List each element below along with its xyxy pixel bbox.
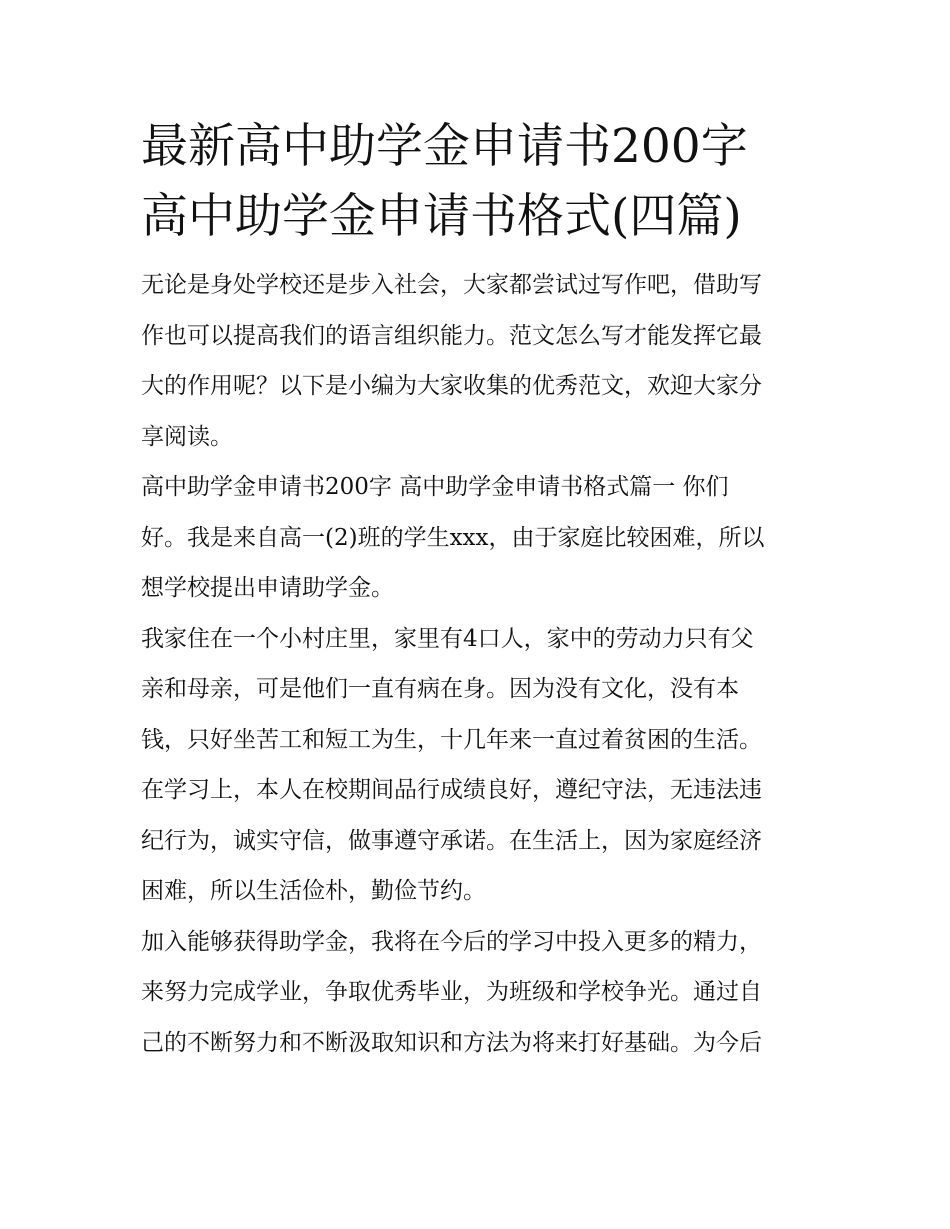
paragraph-line: 无论是身处学校还是步入社会，大家都尝试过写作吧，借助写 [141, 272, 762, 298]
paragraph-line: 高中助学金申请书200字 高中助学金申请书格式篇一 你们 [141, 474, 729, 500]
paragraph-line: 加入能够获得助学金，我将在今后的学习中投入更多的精力， [141, 928, 762, 955]
paragraph-line: 钱，只好坐苦工和短工为生，十几年来一直过着贫困的生活。 [141, 726, 762, 753]
paragraph-line: 纪行为，诚实守信，做事遵守承诺。在生活上，因为家庭经济 [141, 827, 762, 854]
intro-paragraph [141, 260, 813, 462]
title-line: 高中助学金申请书格式(四篇) [141, 189, 742, 244]
paragraph-line: 作也可以提高我们的语言组织能力。范文怎么写才能发挥它最 [141, 322, 762, 349]
paragraph-line: 困难，所以生活俭朴，勤俭节约。 [141, 878, 486, 904]
paragraph-line: 在学习上，本人在校期间品行成绩良好，遵纪守法，无违法违 [141, 777, 762, 803]
paragraph-line: 享阅读。 [141, 423, 233, 450]
document-title [141, 112, 813, 252]
body-paragraph [141, 462, 813, 614]
body-paragraph [141, 614, 813, 917]
title-line: 最新高中助学金申请书200字 [141, 119, 748, 174]
paragraph-line: 想学校提出申请助学金。 [141, 575, 394, 601]
paragraph-line: 大的作用呢？以下是小编为大家收集的优秀范文，欢迎大家分 [141, 373, 762, 399]
paragraph-line: 亲和母亲，可是他们一直有病在身。因为没有文化，没有本 [141, 676, 739, 702]
body-paragraph [141, 917, 813, 1069]
paragraph-line: 来努力完成学业，争取优秀毕业，为班级和学校争光。通过自 [141, 979, 762, 1005]
document-content [141, 112, 813, 1068]
paragraph-line: 我家住在一个小村庄里，家里有4口人，家中的劳动力只有父 [141, 625, 754, 652]
paragraph-line: 好。我是来自高一(2)班的学生xxx，由于家庭比较困难，所以 [141, 524, 765, 551]
paragraph-line: 己的不断努力和不断汲取知识和方法为将来打好基础。为今后 [141, 1029, 762, 1056]
